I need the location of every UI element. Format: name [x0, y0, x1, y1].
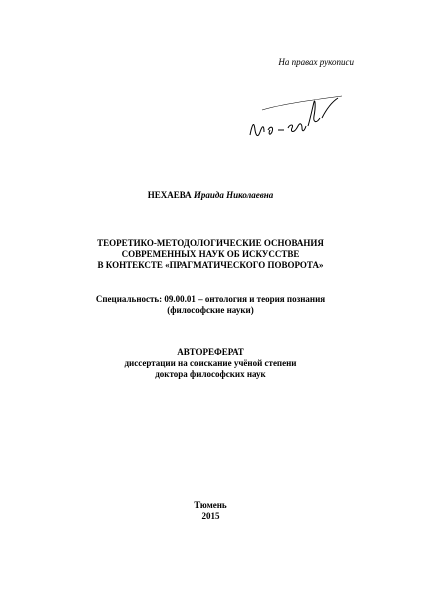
specialty-line: (философские науки) — [167, 305, 254, 315]
document-type-line: доктора философских наук — [155, 369, 266, 379]
document-type-line: диссертации на соискание учёной степени — [124, 358, 297, 368]
title-line: В КОНТЕКСТЕ «ПРАГМАТИЧЕСКОГО ПОВОРОТА» — [97, 260, 324, 270]
title-line: СОВРЕМЕННЫХ НАУК ОБ ИСКУССТВЕ — [121, 249, 300, 259]
city: Тюмень — [194, 500, 227, 510]
manuscript-note: На правах рукописи — [278, 57, 354, 67]
author-name — [0, 190, 421, 201]
author-given-names: Ираида Николаевна — [193, 190, 274, 200]
dissertation-title — [0, 238, 421, 271]
title-line: ТЕОРЕТИКО-МЕТОДОЛОГИЧЕСКИЕ ОСНОВАНИЯ — [97, 238, 324, 248]
specialty-line: Специальность: 09.00.01 – онтология и теория познания — [95, 294, 326, 304]
year: 2015 — [201, 511, 220, 521]
signature-icon — [242, 80, 352, 150]
author-surname: НЕХАЕВА — [147, 190, 192, 200]
document-type — [0, 347, 421, 380]
specialty — [0, 294, 421, 316]
imprint — [0, 500, 421, 522]
document-type-heading: АВТОРЕФЕРАТ — [177, 347, 244, 357]
